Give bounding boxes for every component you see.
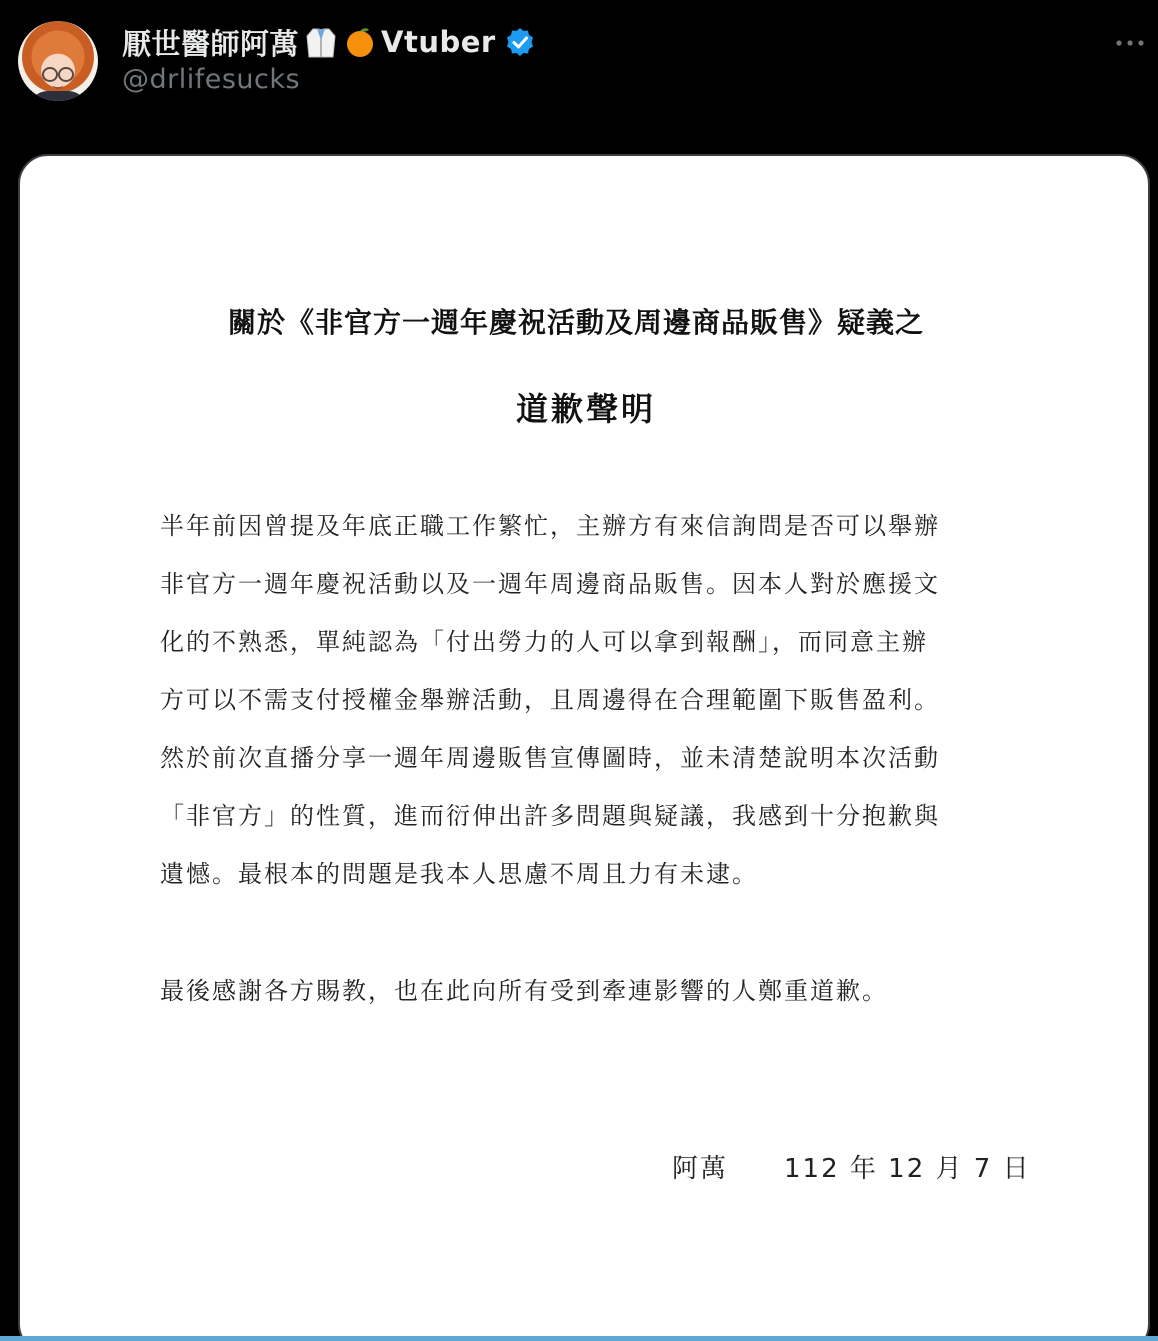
statement-title-line2: 道歉聲明 — [515, 390, 656, 428]
paragraph1-line: 方可以不需支付授權金舉辦活動，且周邊得在合理範圍下販售盈利。 — [160, 686, 940, 714]
orange-icon — [343, 25, 377, 59]
avatar-glasses — [42, 67, 74, 79]
paragraph1-line: 「非官方」的性質，進而衍伸出許多問題與疑議，我感到十分抱歉與 — [160, 802, 940, 830]
verified-badge-icon[interactable] — [504, 26, 536, 58]
tweet-header — [0, 0, 1158, 150]
author-name-row[interactable] — [122, 22, 536, 62]
author-display-name[interactable]: 厭世醫師阿萬 — [122, 26, 300, 61]
more-options-icon[interactable] — [1114, 36, 1146, 50]
author-handle[interactable]: @drlifesucks — [122, 64, 301, 95]
attached-image-card[interactable] — [18, 154, 1150, 1341]
paragraph1-line: 化的不熟悉，單純認為「付出勞力的人可以拿到報酬」，而同意主辦 — [160, 628, 928, 656]
lab-coat-icon — [303, 24, 339, 60]
paragraph1-line: 非官方一週年慶祝活動以及一週年周邊商品販售。因本人對於應援文 — [160, 570, 940, 598]
signature-name: 阿萬 — [672, 1154, 729, 1184]
avatar[interactable] — [18, 21, 98, 101]
paragraph1-line: 遺憾。最根本的問題是我本人思慮不周且力有未逮。 — [160, 860, 758, 888]
paragraph1-line: 半年前因曾提及年底正職工作繁忙，主辦方有來信詢問是否可以舉辦 — [160, 512, 940, 540]
signature-date: 112 年 12 月 7 日 — [784, 1154, 1031, 1184]
author-name-suffix[interactable]: Vtuber — [381, 25, 496, 59]
bottom-divider — [0, 1336, 1158, 1341]
paragraph2: 最後感謝各方賜教，也在此向所有受到牽連影響的人鄭重道歉。 — [160, 977, 888, 1005]
statement-title-line1: 關於《非官方一週年慶祝活動及周邊商品販售》疑義之 — [227, 306, 924, 339]
paragraph1-line: 然於前次直播分享一週年周邊販售宣傳圖時，並未清楚說明本次活動 — [160, 744, 940, 772]
